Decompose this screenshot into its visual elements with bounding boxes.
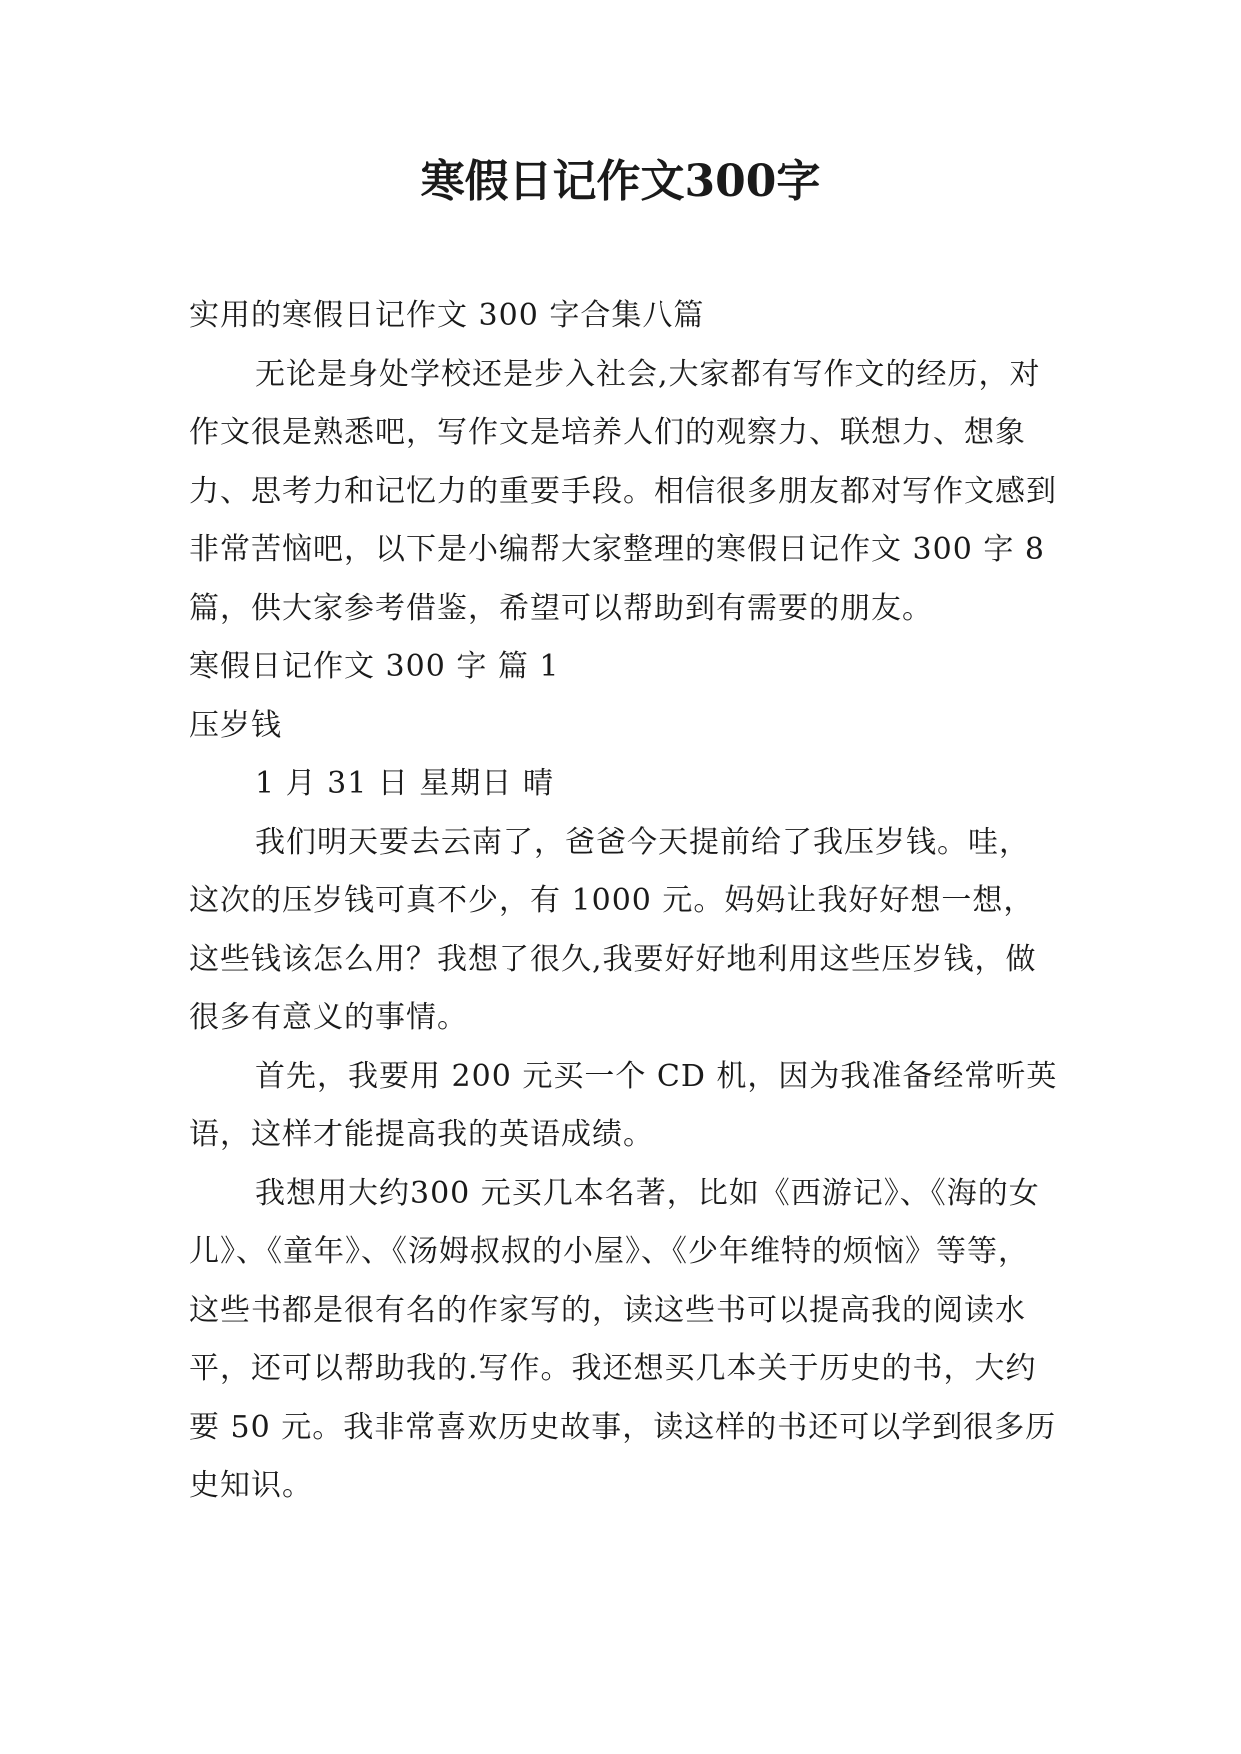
document-body: [189, 287, 1059, 1516]
document-subtitle: 实用的寒假日记作文 300 字合集八篇: [189, 298, 705, 333]
entry-title: 压岁钱: [189, 707, 282, 743]
body-paragraph: 我们明天要去云南了，爸爸今天提前给了我压岁钱。哇，这次的压岁钱可真不少，有 1000 元。妈妈让我好好想一想，这些钱该怎么用？我想了很久,我要好好地利用这些压岁钱，做很多有意义的事情。: [189, 824, 1037, 1035]
entry-date: 1 月 31 日 星期日 晴: [255, 766, 554, 801]
section-heading: 寒假日记作文 300 字 篇 1: [189, 649, 560, 684]
body-paragraph: 我想用大约300 元买几本名著，比如《西游记》、《海的女儿》、《童年》、《汤姆叔叔的小屋》、《少年维特的烦恼》等等，这些书都是很有名的作家写的，读这些书可以提高我的阅读水平，还可以帮助我的.写作。我还想买几本关于历史的书，大约要 50 元。我非常喜欢历史故事，读这样的书还可以学到很多历史知识。: [189, 1175, 1057, 1503]
intro-paragraph: 无论是身处学校还是步入社会,大家都有写作文的经历，对作文很是熟悉吧，写作文是培养人们的观察力、联想力、想象力、思考力和记忆力的重要手段。相信很多朋友都对写作文感到非常苦恼吧，以下是小编帮大家整理的寒假日记作文 300 字 8 篇，供大家参考借鉴，希望可以帮助到有需要的朋友。: [189, 356, 1057, 626]
page-title: 寒假日记作文300字: [420, 156, 821, 207]
body-paragraph: 首先，我要用 200 元买一个 CD 机，因为我准备经常听英语，这样才能提高我的英语成绩。: [189, 1058, 1058, 1152]
